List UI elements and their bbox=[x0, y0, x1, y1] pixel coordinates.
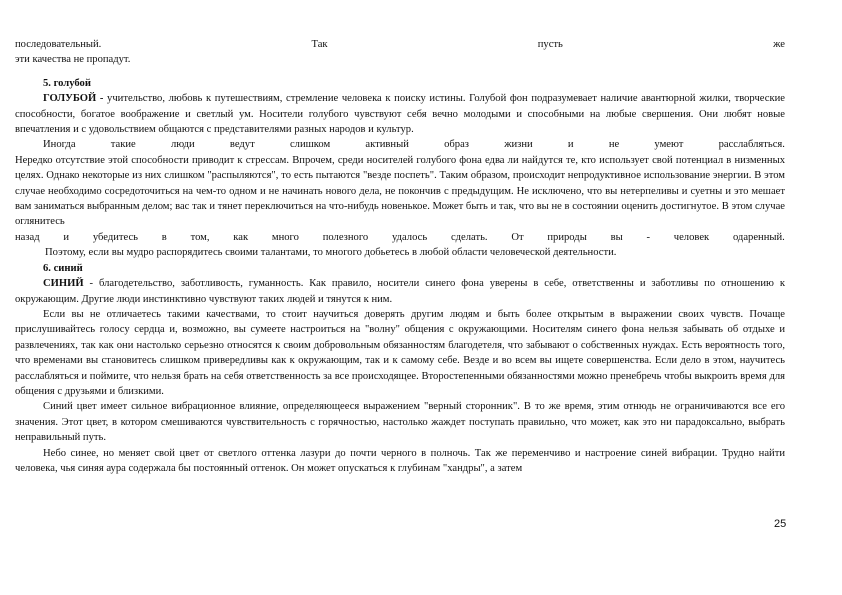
word: же bbox=[773, 39, 785, 50]
word: в bbox=[161, 231, 167, 243]
word: умеют bbox=[654, 139, 684, 151]
word: последовательный. bbox=[15, 39, 102, 50]
document-page bbox=[15, 37, 785, 476]
word: Так bbox=[311, 39, 328, 50]
section-5-paragraph-3: Поэтому, если вы мудро распорядитесь своими талантами, то многого добьетесь в любой области человеческой деятельности. bbox=[45, 247, 617, 259]
word: сделать. bbox=[450, 231, 488, 243]
word: люди bbox=[170, 139, 195, 151]
word: и bbox=[567, 139, 574, 151]
word: активный bbox=[365, 139, 409, 151]
word: не bbox=[608, 139, 620, 151]
word: жизни bbox=[504, 139, 533, 151]
section-6-paragraph-2: Если вы не отличаетесь такими качествами, то стоит научиться доверять другим людям и быть более открытым в выражении своих чувств. Почаще прислушивайтесь голосу сердца и, возможно, вы сумеете настроиться на "волну" общения с окружающими. Носителям синего фона нельзя забывать об отдыхе и развлечениях, так как они настолько серьезно относятся к своим добровольным обязанностям благодетеля, что забывают о собственных нуждах. Есть вероятность того, что временами вы становитесь слишком привередливы как к окружающим, так и к самому себе. Везде и во всем вы ищете совершенства. Если дело в этом, научитесь расслабляться и поймите, что нельзя брать на себя ответственность за все происходящее. Второстепенными обязанностями можно пренебречь чтобы выкроить время для общения с друзьями и близкими. bbox=[15, 308, 785, 397]
section-5-p1-text: учительство, любовь к путешествиям, стремление человека к поиску истины. Голубой фон подразумевает наличие авантюрной жилки, творческие способности, богатое воображение и светлый ум. Носители голубого чувствуют себя вечно молодыми и способными на любые свершения. Они любят новые впечатления и с удовольствием общаются с представителями разных народов и культур. bbox=[15, 93, 785, 136]
word: природы bbox=[547, 231, 587, 243]
section-5-paragraph-1 bbox=[15, 91, 785, 137]
word: слишком bbox=[289, 139, 331, 151]
word: ведут bbox=[229, 139, 255, 151]
word: много bbox=[271, 231, 299, 243]
top-line-2: эти качества не пропадут. bbox=[15, 54, 131, 66]
word: одаренный. bbox=[732, 231, 785, 243]
word: пусть bbox=[537, 39, 563, 50]
section-5-p2-last-line bbox=[15, 230, 785, 245]
word: убедитесь bbox=[92, 231, 139, 243]
word: как bbox=[233, 231, 249, 243]
word: удалось bbox=[391, 231, 428, 243]
top-justified-line bbox=[15, 37, 785, 52]
word: - bbox=[646, 231, 650, 243]
word: такие bbox=[110, 139, 136, 151]
section-5-paragraph-2: Нередко отсутствие этой способности приводит к стрессам. Впрочем, среди носителей голубого фона едва ли найдутся те, кто использует свой потенциал в низменных целях. Однако некоторые из них слишком "распыляются", то есть пытаются "везде поспеть". Таким образом, происходит непродуктивное использование энергии. В этом случае необходимо сосредоточиться на чем-то одном и не начинать нового дела, не покончив с предыдущим. Не исключено, что вы нетерпеливы и суетны и это мешает вам заниматься выбранным делом; вас так и тянет переключиться на что-нибудь новенькое. Может быть и так, что вы не в состоянии оценить достигнутое. В этом случае оглянитесь bbox=[15, 154, 785, 228]
word: том, bbox=[190, 231, 210, 243]
word: вы bbox=[610, 231, 623, 243]
page-number: 25 bbox=[774, 518, 787, 530]
word: Иногда bbox=[43, 139, 76, 151]
word: От bbox=[511, 231, 524, 243]
word: полезного bbox=[322, 231, 369, 243]
section-6-paragraph-1 bbox=[15, 276, 785, 307]
word: расслабляться. bbox=[718, 139, 785, 151]
section-6-p1-text: - благодетельство, заботливость, гуманность. Как правило, носители синего фона уверены в себе, ответственны и заботливы по отношению к окружающим. Другие люди инстинктивно чувствуют таких людей и тянутся к ним. bbox=[15, 278, 785, 305]
section-5-heading: 5. голубой bbox=[43, 77, 91, 89]
section-6-paragraph-3: Синий цвет имеет сильное вибрационное влияние, определяющееся выражением "верный сторонник". В то же время, этим отнюдь не ограничиваются все его значения. Этот цвет, в котором смешиваются чувствительность с горячностью, настолько жаждет поступать правильно, что может, как это ни парадоксально, выбрать неправильный путь. bbox=[15, 401, 785, 444]
section-6-heading: 6. синий bbox=[43, 262, 83, 274]
section-5-lead: ГОЛУБОЙ - bbox=[43, 93, 104, 105]
section-6-lead: СИНИЙ bbox=[43, 278, 84, 290]
word: человек bbox=[673, 231, 710, 243]
word: и bbox=[63, 231, 70, 243]
word: назад bbox=[15, 231, 40, 243]
section-5-p2-first-line bbox=[15, 137, 785, 152]
section-6-paragraph-4: Небо синее, но меняет свой цвет от светлого оттенка лазури до почти черного в полночь. Так же переменчиво и настроение синей вибрации. Трудно найти человека, чья синяя аура содержала бы постоянный оттенок. Он может опускаться к глубинам "хандры", а затем bbox=[15, 447, 785, 474]
word: образ bbox=[444, 139, 469, 151]
